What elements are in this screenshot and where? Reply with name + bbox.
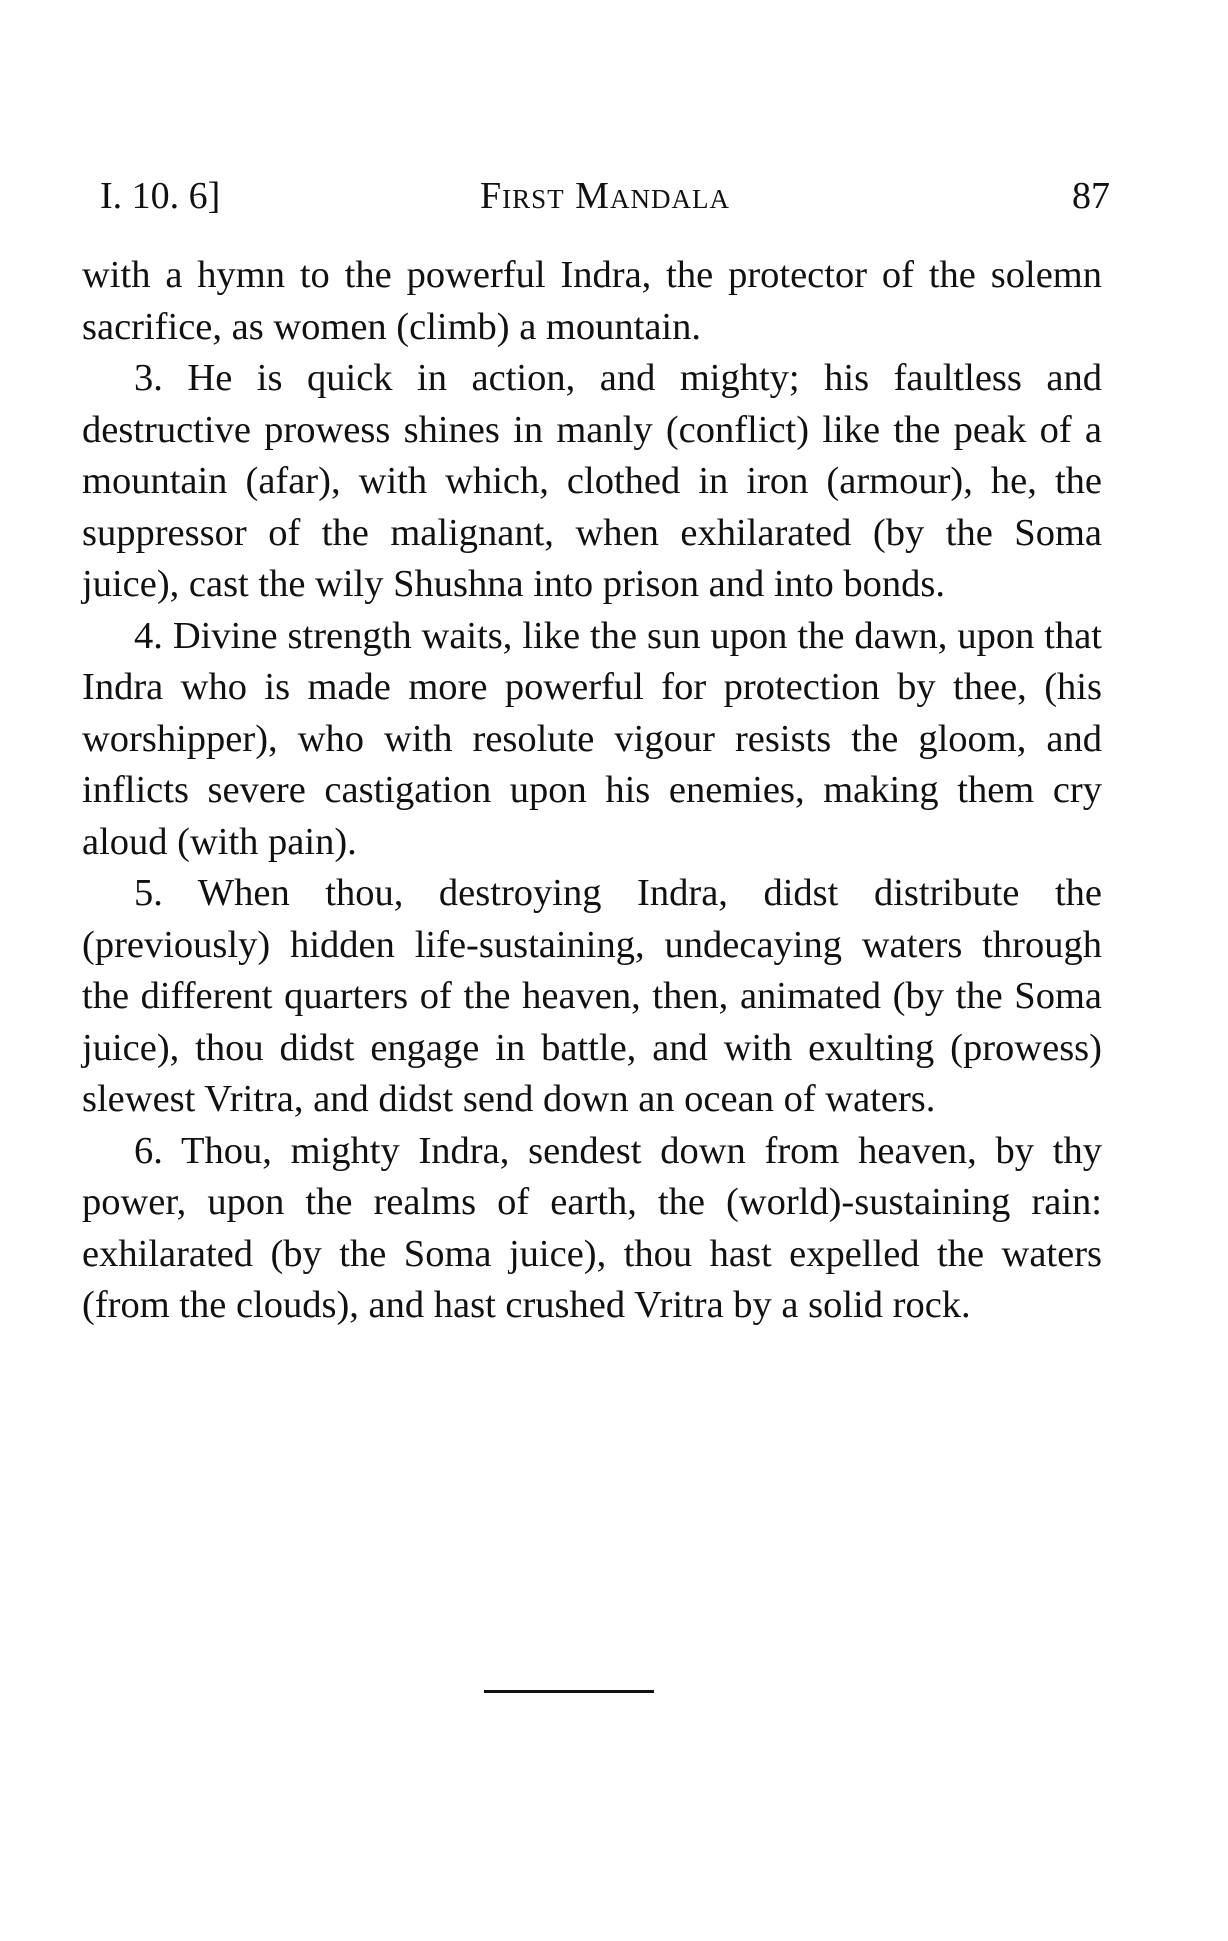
chapter-title: First Mandala: [480, 175, 730, 217]
verse-3: 3. He is quick in action, and mighty; his faultless and destructive prowess shines in manly (conflict) like the peak of a mountain (afar), with which, clothed in iron (armour), he, the suppressor of the malignant, when exhilarated (by the Soma juice), cast the wily Shushna into prison and into bonds.: [82, 357, 1102, 605]
verse-6: 6. Thou, mighty Indra, sendest down from heaven, by thy power, upon the realms of earth, the (world)-sustaining rain: exhilarated (by the Soma juice), thou hast expelled the waters (from the clouds), and hast crushed Vritra by a solid rock.: [82, 1129, 1102, 1326]
page-number: 87: [1072, 175, 1110, 217]
running-head: [100, 168, 1110, 224]
verse-5: 5. When thou, destroying Indra, didst distribute the (previously) hidden life-sustaining, undecaying waters through the different quarters of the heaven, then, animated (by the Soma juice), thou didst engage in battle, and with exulting (prowess) slewest Vritra, and didst send down an ocean of waters.: [82, 872, 1102, 1120]
verse-4: 4. Divine strength waits, like the sun upon the dawn, upon that Indra who is made more powerful for protection by thee, (his worshipper), who with resolute vigour resists the gloom, and inflicts severe castigation upon his enemies, making them cry aloud (with pain).: [82, 614, 1102, 863]
paragraph-continuation: with a hymn to the powerful Indra, the protector of the solemn sacrifice, as women (climb) a mountain.: [82, 254, 1102, 348]
section-divider: [484, 1690, 654, 1693]
verse-reference: I. 10. 6]: [100, 175, 221, 217]
body-text: [82, 250, 1102, 1332]
